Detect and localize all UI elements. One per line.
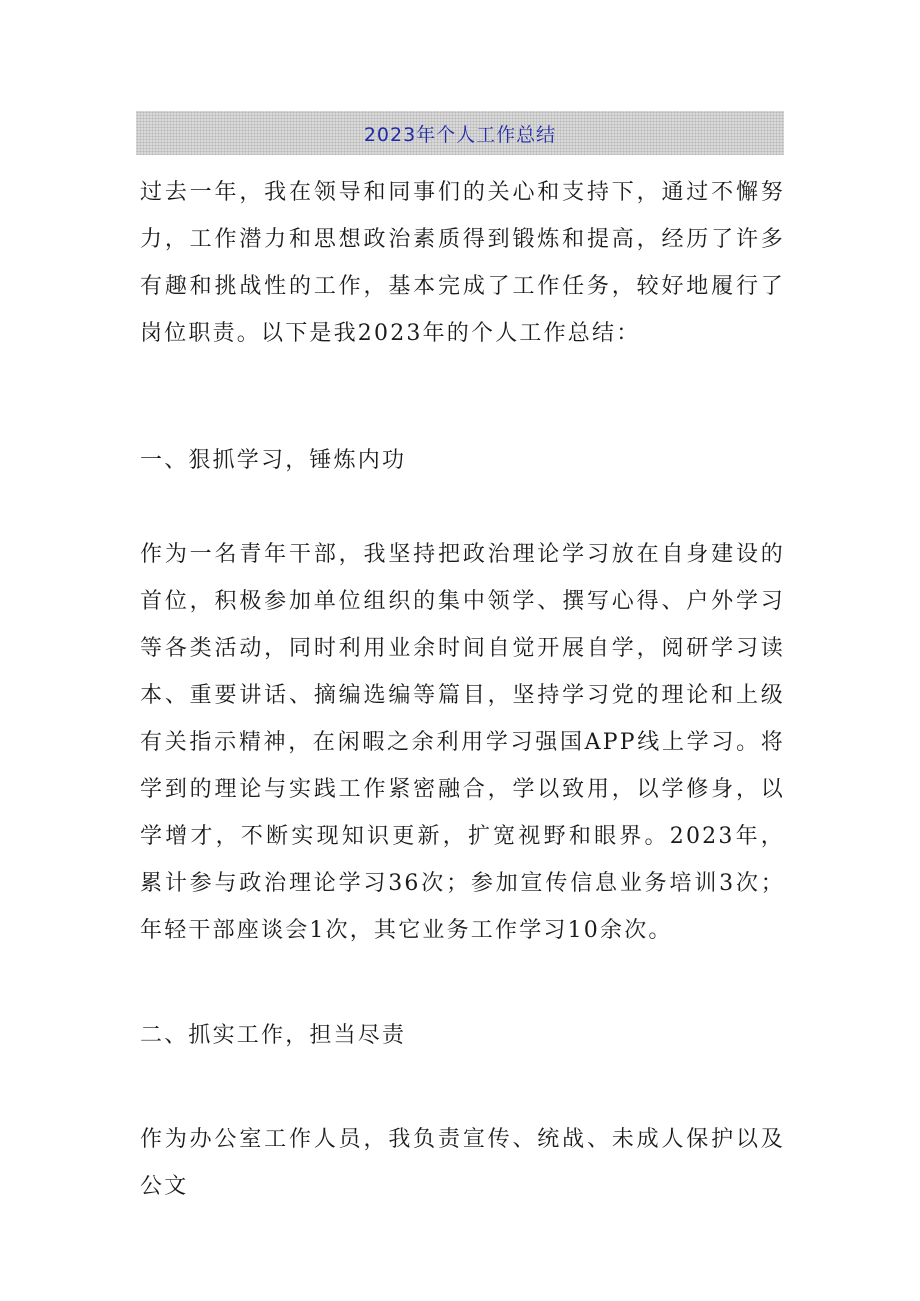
document-title: 2023年个人工作总结 <box>363 123 557 146</box>
section-2-paragraph: 作为办公室工作人员，我负责宣传、统战、未成人保护以及公文 <box>140 1127 785 1199</box>
section-1-heading: 一、狠抓学习，锤炼内功 <box>140 448 407 473</box>
section-1-paragraph: 作为一名青年干部，我坚持把政治理论学习放在自身建设的首位，积极参加单位组织的集中领学、撰写心得、户外学习等各类活动，同时利用业余时间自觉开展自学，阅研学习读本、重要讲话、摘编选编等篇目，坚持学习党的理论和上级有关指示精神，在闲暇之余利用学习强国APP线上学习。将学到的理论与实践工作紧密融合，学以致用，以学修身，以学增才，不断实现知识更新，扩宽视野和眼界。2023年，累计参与政治理论学习36次；参加宣传信息业务培训3次；年轻干部座谈会1次，其它业务工作学习10余次。 <box>140 542 785 943</box>
intro-paragraph: 过去一年，我在领导和同事们的关心和支持下，通过不懈努力，工作潜力和思想政治素质得到锻炼和提高，经历了许多有趣和挑战性的工作，基本完成了工作任务，较好地履行了岗位职责。以下是我2023年的个人工作总结： <box>140 180 785 346</box>
title-banner <box>136 111 784 155</box>
section-2-heading: 二、抓实工作，担当尽责 <box>140 1023 407 1048</box>
